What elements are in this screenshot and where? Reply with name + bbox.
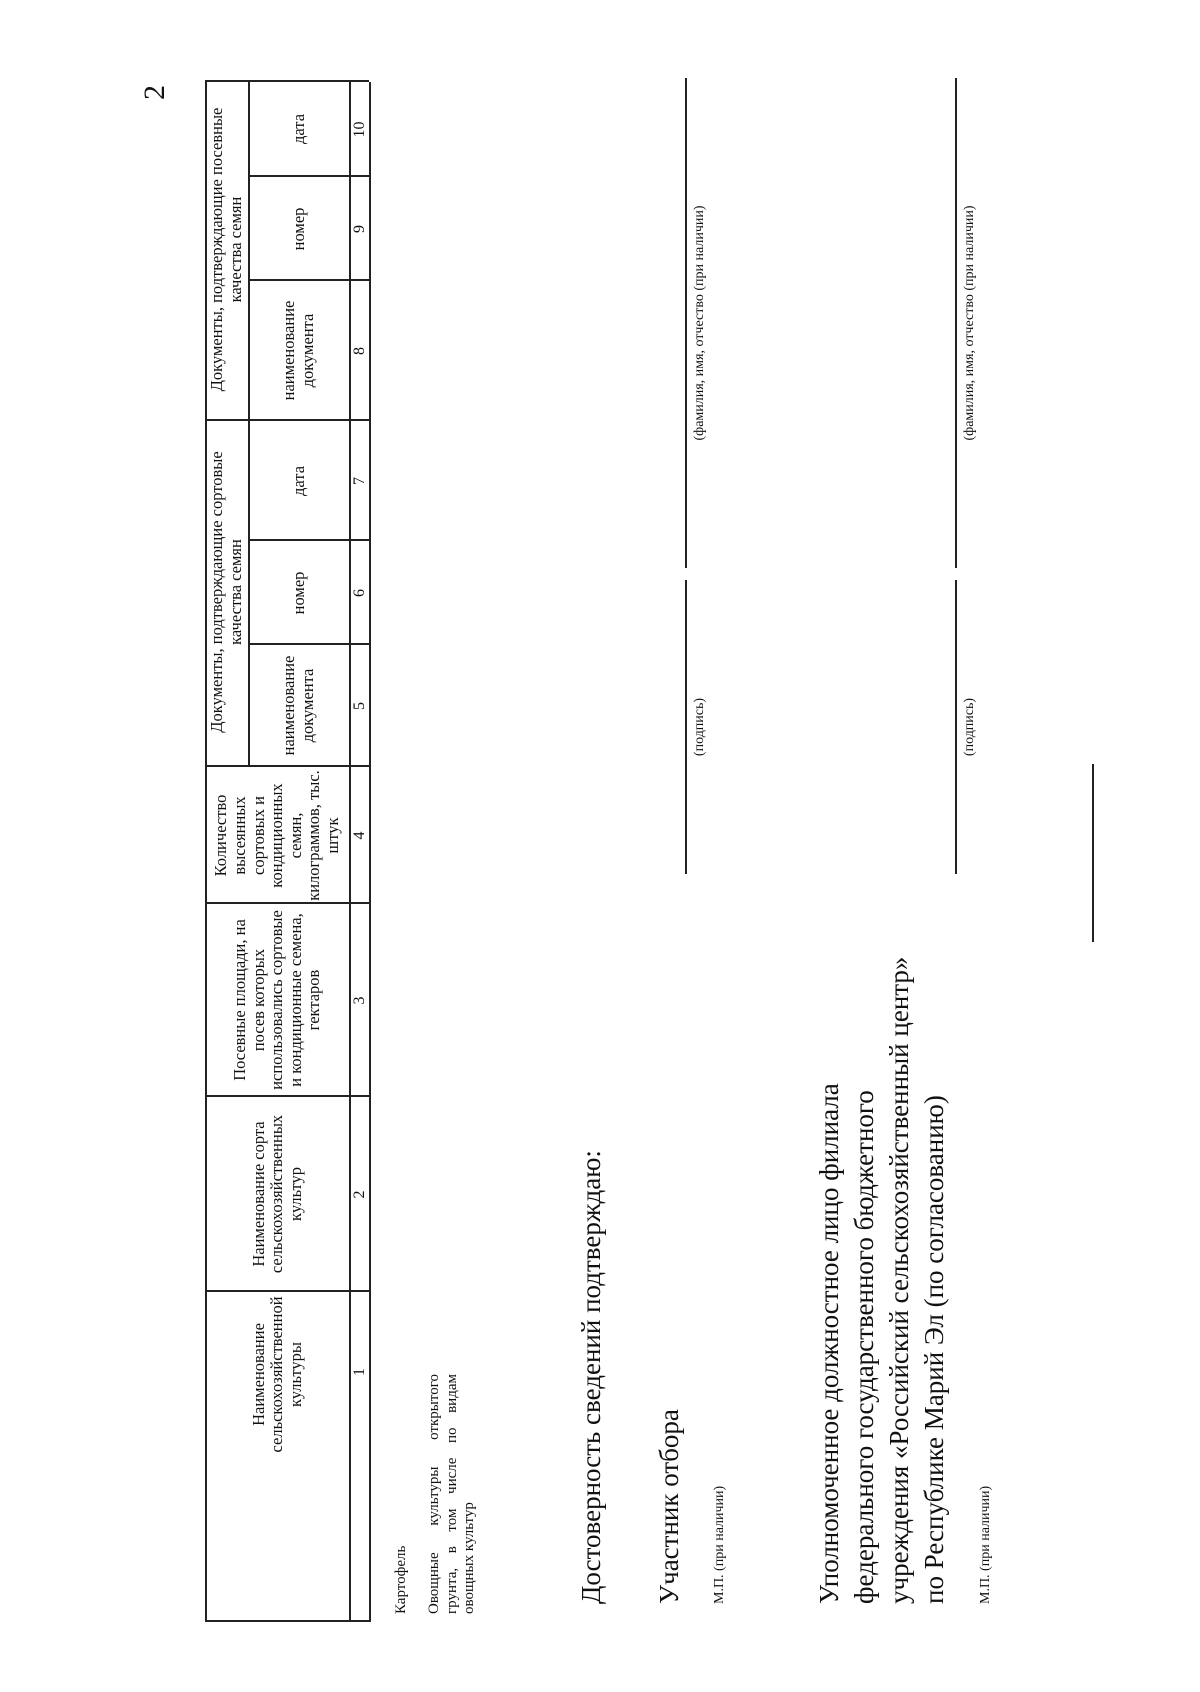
subheader-date-2: дата <box>288 113 308 145</box>
official-title-line: Уполномоченное должностное лицо филиала <box>814 1083 844 1604</box>
participant-stamp: М.П. (при наличии) <box>712 1485 727 1604</box>
column-number: 10 <box>350 121 368 138</box>
column-number: 9 <box>350 225 368 233</box>
closing-separator-line <box>1092 764 1094 942</box>
official-signature-caption: (подпись) <box>962 697 977 757</box>
column-number: 2 <box>350 1190 368 1199</box>
header-sown-area: Посевные площади, на посев которых использовались сортовые и кондиционные семена, гектаров <box>229 910 324 1090</box>
column-number: 6 <box>350 589 368 597</box>
confirmation-heading: Достоверность сведений подтверждаю: <box>576 1150 606 1604</box>
official-title-line: федерального государственного бюджетного <box>849 1090 879 1604</box>
column-number: 8 <box>350 347 368 355</box>
subheader-number-2: номер <box>288 207 308 251</box>
official-title-line: по Республике Марий Эл (по согласованию) <box>919 1095 949 1604</box>
column-number: 1 <box>350 1368 368 1376</box>
row-label-vegetables: Овощные культуры открытого грунта, в том числе по видам овощных культур <box>426 1374 478 1614</box>
participant-name-caption: (фамилия, имя, отчество (при наличии) <box>692 205 707 441</box>
official-stamp: М.П. (при наличии) <box>978 1485 993 1604</box>
participant-signature-line <box>685 580 687 874</box>
official-name-line <box>955 78 957 568</box>
subheader-date-1: дата <box>288 465 308 497</box>
participant-name-line <box>685 78 687 568</box>
official-signature-line <box>955 580 957 874</box>
column-number: 5 <box>350 702 368 710</box>
row-label-potato: Картофель <box>393 1545 409 1614</box>
header-seed-quantity: Количество высеянных сортовых и кондиционных семян, килограммов, тыс. штук <box>211 770 343 901</box>
header-variety-name: Наименование сорта сельскохозяйственных культур <box>248 1114 305 1274</box>
header-group-varietal-docs: Документы, подтверждающие сортовые качества семян <box>207 451 245 733</box>
page-number: 2 <box>138 85 171 100</box>
column-number: 4 <box>350 831 368 840</box>
header-group-sowing-docs: Документы, подтверждающие посевные качества семян <box>207 107 245 392</box>
column-number: 3 <box>350 996 368 1005</box>
official-name-caption: (фамилия, имя, отчество (при наличии) <box>962 205 977 441</box>
official-title-line: учреждения «Российский сельскохозяйственный центр» <box>884 956 914 1604</box>
column-number: 7 <box>350 477 368 485</box>
subheader-doc-name-1: наименование документа <box>279 655 317 756</box>
subheader-number-1: номер <box>288 571 308 615</box>
subheader-doc-name-2: наименование документа <box>279 300 317 401</box>
participant-label: Участник отбора <box>654 1409 684 1604</box>
header-crop-name: Наименование сельскохозяйственной культуры <box>248 1296 305 1453</box>
participant-signature-caption: (подпись) <box>692 697 707 757</box>
